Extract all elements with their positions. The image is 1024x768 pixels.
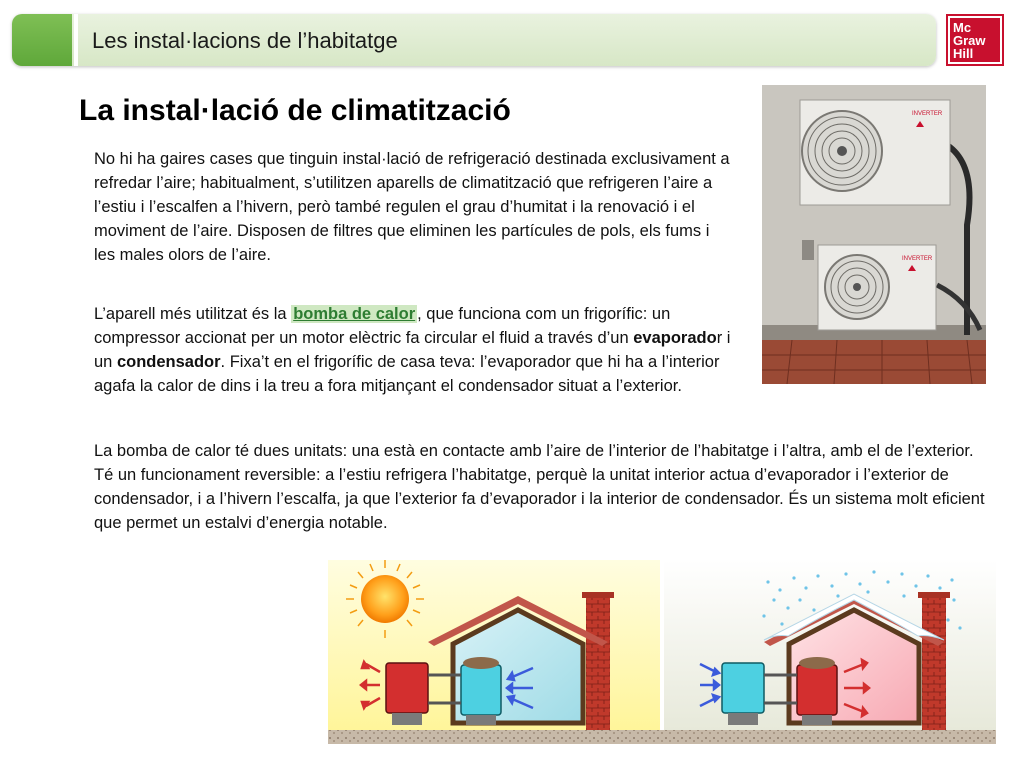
- heat-pump-link[interactable]: bomba de calor: [293, 305, 416, 323]
- paragraph-two-units: La bomba de calor té dues unitats: una està en contacte amb l’aire de l’interior de l’habitatge i l’altra, amb el de l’exterior. Té un funcionament reversible: a l’estiu refrigera l’habitatge, perquè la unitat interior actua d’evaporador i l’exterior de condensador, i a l’hivern l’escalfa, ja que l’exterior fa d’evaporador i la interior de condensador. És un sistema molt eficient que permet un estalvi d’energia notable.: [94, 442, 985, 532]
- header-bar: [12, 14, 936, 66]
- mcgraw-hill-logo: [946, 14, 1004, 66]
- top-unit-label: INVERTER: [912, 111, 943, 117]
- p2-bold-condenser: condensador: [116, 353, 221, 371]
- logo-line-1: Mc: [953, 19, 972, 35]
- p2-text-2: , que funciona com un frigorífic: un compressor accionat per un motor elèctric fa circular el fluid a través d’un: [94, 305, 671, 347]
- header-separator: [74, 14, 78, 66]
- header-accent: [12, 14, 72, 66]
- logo-line-3: Hill: [953, 45, 974, 61]
- slide-title: La instal·lació de climatització: [79, 94, 511, 127]
- winter-panel: [664, 560, 996, 730]
- p2-text-4: . Fixa’t en el frigorífic de casa teva: l’evaporador que hi ha a l’interior agafa la calor de dins i la treu a fora mitjançant el condensador situat a l’exterior.: [94, 353, 720, 395]
- p2-text-1: L’aparell més utilitzat és la: [94, 305, 292, 323]
- p2-text-3: r i un: [94, 329, 731, 371]
- heat-pump-diagram: [328, 560, 996, 744]
- header-title: Les instal·lacions de l’habitatge: [92, 28, 398, 53]
- summer-panel: [328, 560, 660, 730]
- ac-units-photo: [762, 85, 986, 384]
- paragraph-heat-pump: [94, 302, 734, 398]
- bottom-unit-label: INVERTER: [902, 256, 933, 262]
- p2-bold-evaporator: evaporado: [633, 329, 717, 347]
- paragraph-intro: No hi ha gaires cases que tinguin instal·lació de refrigeració destinada exclusivament a refredar l’aire; habitualment, s’utilitzen aparells de climatització que refrigeren l’aire a l’estiu i l’escalfen a l’hivern, però també regulen el grau d’humitat i la renovació i el moviment de l’aire. Disposen de filtres que eliminen les partícules de pols, els fums i les males olors de l’aire.: [94, 150, 730, 264]
- logo-line-2: Graw: [953, 32, 986, 48]
